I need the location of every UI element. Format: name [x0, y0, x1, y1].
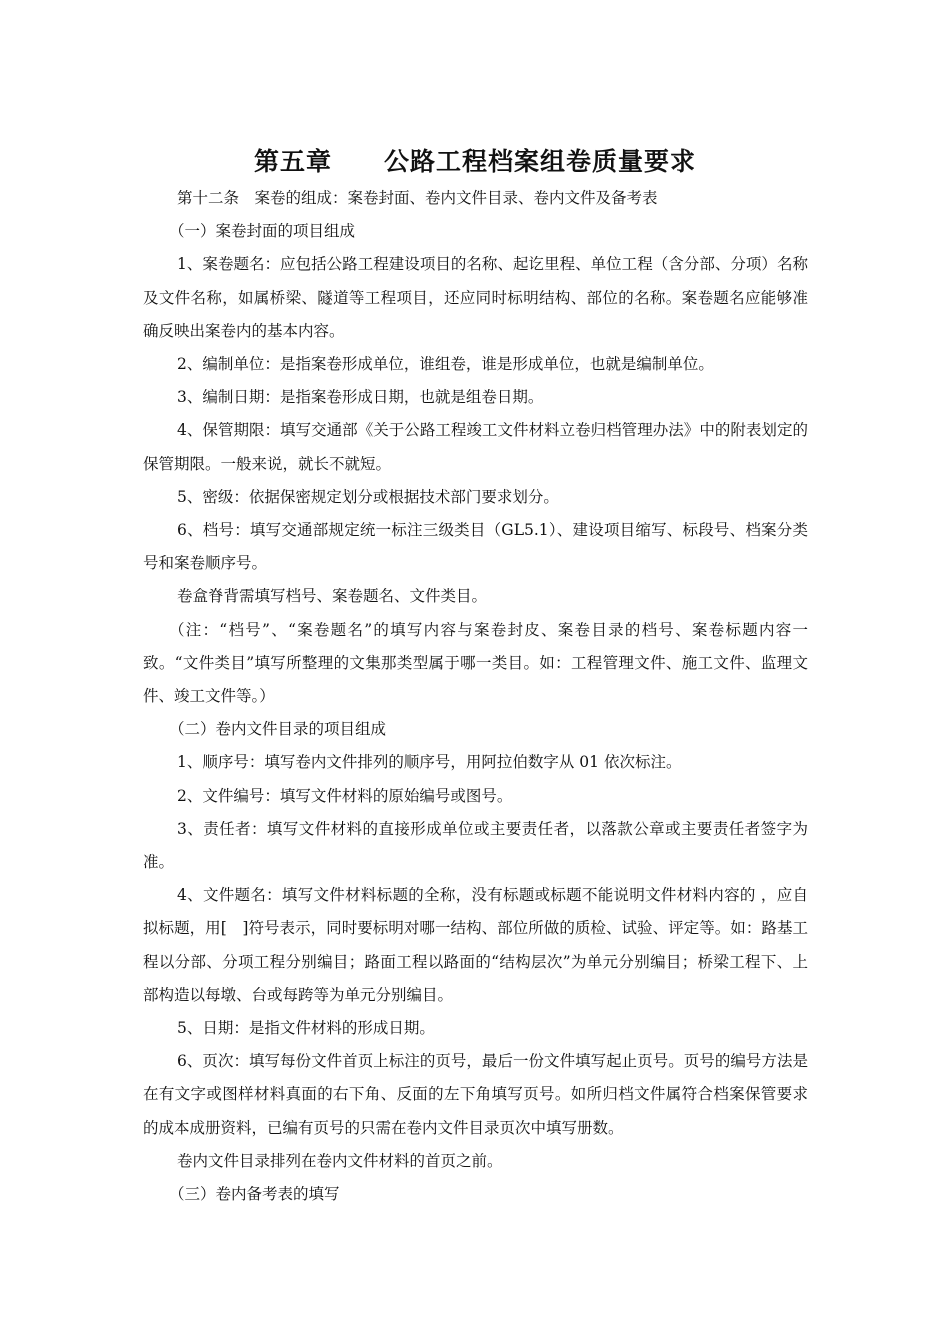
- paragraph: （注：“档号”、“案卷题名”的填写内容与案卷封皮、案卷目录的档号、案卷标题内容一致。“文件类目”填写所整理的文集那类型属于哪一类目。如：工程管理文件、施工文件、监理文件、竣工文件等。）: [143, 620, 808, 706]
- paragraph: 5、密级：依据保密规定划分或根据技术部门要求划分。: [177, 487, 559, 506]
- paragraph: 3、编制日期：是指案卷形成日期，也就是组卷日期。: [177, 388, 544, 407]
- paragraph: 1、案卷题名：应包括公路工程建设项目的名称、起讫里程、单位工程（含分部、分项）名称及文件名称，如属桥梁、隧道等工程项目，还应同时标明结构、部位的名称。案卷题名应能够准确反映出案卷内的基本内容。: [143, 255, 808, 340]
- paragraph: 5、日期：是指文件材料的形成日期。: [177, 1019, 435, 1038]
- paragraph: 6、档号：填写交通部规定统一标注三级类目（GL5.1）、建设项目缩写、标段号、档案分类号和案卷顺序号。: [143, 521, 808, 573]
- paragraph: （一）案卷封面的项目组成: [169, 222, 356, 241]
- paragraph: 4、保管期限：填写交通部《关于公路工程竣工文件材料立卷归档管理办法》中的附表划定的保管期限。一般来说，就长不就短。: [143, 421, 808, 473]
- paragraph: 卷盒脊背需填写档号、案卷题名、文件类目。: [177, 587, 488, 606]
- paragraph: 6、页次：填写每份文件首页上标注的页号，最后一份文件填写起止页号。页号的编号方法是在有文字或图样材料真面的右下角、反面的左下角填写页号。如所归档文件属符合档案保管要求的成本成册资料，已编有页号的只需在卷内文件目录页次中填写册数。: [143, 1052, 808, 1137]
- paragraph: 2、编制单位：是指案卷形成单位，谁组卷，谁是形成单位，也就是编制单位。: [177, 355, 714, 374]
- paragraph: 第十二条 案卷的组成：案卷封面、卷内文件目录、卷内文件及备考表: [177, 189, 658, 207]
- paragraph: （二）卷内文件目录的项目组成: [169, 720, 387, 739]
- document-body: [143, 182, 808, 1211]
- paragraph: 2、文件编号：填写文件材料的原始编号或图号。: [177, 786, 513, 805]
- paragraph: （三）卷内备考表的填写: [169, 1185, 340, 1204]
- paragraph: 1、顺序号：填写卷内文件排列的顺序号，用阿拉伯数字从 01 依次标注。: [177, 753, 682, 772]
- paragraph: 3、责任者：填写文件材料的直接形成单位或主要责任者，以落款公章或主要责任者签字为准。: [143, 819, 808, 872]
- paragraph: 4、文件题名：填写文件材料标题的全称，没有标题或标题不能说明文件材料内容的 ，应自拟标题，用[ ]符号表示，同时要标明对哪一结构、部位所做的质检、试验、评定等。如：路基工程以分部、分项工程分别编目；路面工程以路面的“结构层次”为单元分别编目；桥梁工程下、上部构造以每墩、台或每跨等为单元分别编目。: [143, 886, 808, 1004]
- paragraph: 卷内文件目录排列在卷内文件材料的首页之前。: [177, 1151, 503, 1170]
- chapter-title: 第五章 公路工程档案组卷质量要求: [253, 147, 696, 176]
